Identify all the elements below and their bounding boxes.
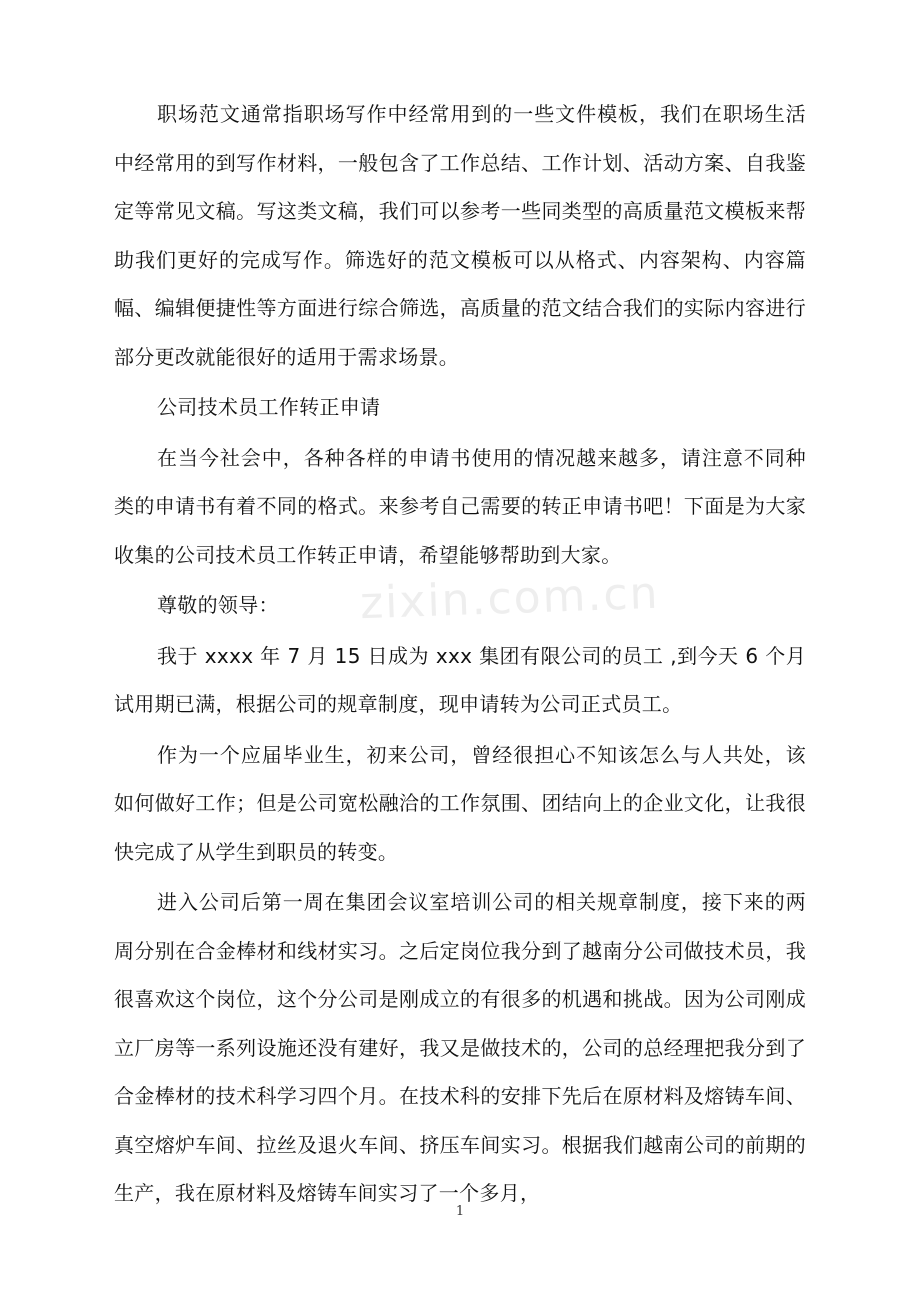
preface-paragraph: 在当今社会中，各种各样的申请书使用的情况越来越多，请注意不同种类的申请书有着不同的格式。来参考自己需要的转正申请书吧！下面是为大家收集的公司技术员工作转正申请，希望能够帮助到大家。 (114, 445, 806, 567)
intro-paragraph: 职场范文通常指职场写作中经常用到的一些文件模板，我们在职场生活中经常用的到写作材料，一般包含了工作总结、工作计划、活动方案、自我鉴定等常见文稿。写这类文稿，我们可以参考一些同类型的高质量范文模板来帮助我们更好的完成写作。筛选好的范文模板可以从格式、内容架构、内容篇幅、编辑便捷性等方面进行综合筛选，高质量的范文结合我们的实际内容进行部分更改就能很好的适用于需求场景。 (114, 102, 806, 369)
watermark: zixin.com.cn (359, 567, 661, 630)
document-body (114, 90, 806, 1220)
body-paragraph: 作为一个应届毕业生，初来公司，曾经很担心不知该怎么与人共处，该如何做好工作；但是公司宽松融洽的工作氛围、团结向上的企业文化，让我很快完成了从学生到职员的转变。 (114, 742, 806, 864)
page-number: 1 (455, 1204, 465, 1219)
body-paragraph: 我于 xxxx 年 7 月 15 日成为 xxx 集团有限公司的员工 ,到今天 6 个月试用期已满，根据公司的规章制度，现申请转为公司正式员工。 (114, 643, 806, 716)
body-paragraph: 进入公司后第一周在集团会议室培训公司的相关规章制度，接下来的两周分别在合金棒材和线材实习。之后定岗位我分到了越南分公司做技术员，我很喜欢这个岗位，这个分公司是刚成立的有很多的机遇和挑战。因为公司刚成立厂房等一系列设施还没有建好，我又是做技术的，公司的总经理把我分到了合金棒材的技术科学习四个月。在技术科的安排下先后在原材料及熔铸车间、真空熔炉车间、拉丝及退火车间、挤压车间实习。根据我们越南公司的前期的生产，我在原材料及熔铸车间实习了一个多月， (114, 890, 806, 1205)
salutation: 尊敬的领导： (157, 593, 279, 617)
document-title: 公司技术员工作转正申请 (157, 395, 381, 419)
